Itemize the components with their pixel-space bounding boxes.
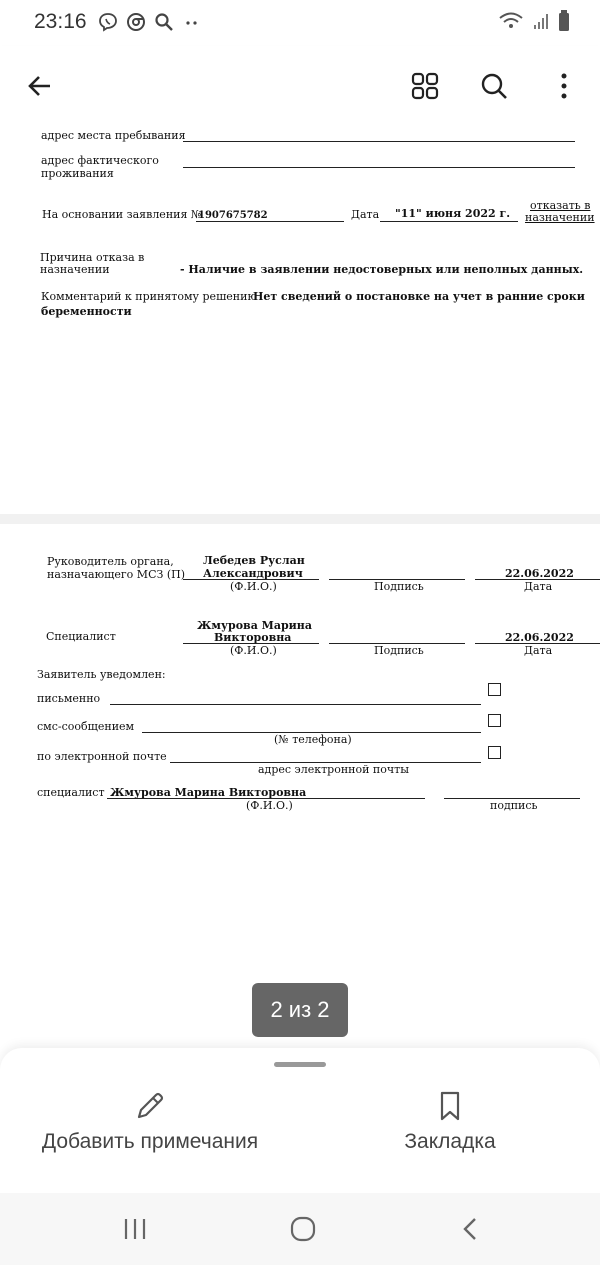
application-number-line [196, 221, 344, 222]
head-name-1: Лебедев Руслан [203, 554, 305, 567]
specialist-name-2: Викторовна [214, 631, 292, 644]
email-caption: адрес электронной почты [258, 763, 410, 776]
search-icon [154, 12, 174, 32]
refusal-reason-label-1: Причина отказа в [40, 251, 145, 264]
head-signature-caption: Подпись [374, 580, 424, 593]
written-line [110, 704, 481, 705]
arrow-left-icon [26, 72, 54, 100]
bottom-sheet-handle[interactable] [274, 1062, 326, 1067]
bookmark-button[interactable] [380, 1090, 520, 1154]
comment-value-1: Нет сведений о постановке на учет в ранние сроки [253, 290, 585, 303]
date-line [380, 221, 518, 222]
bookmark-label: Закладка [404, 1130, 496, 1153]
document-page-1 [0, 126, 600, 514]
specialist-label-2: специалист [37, 786, 105, 799]
chrome-icon [126, 12, 146, 32]
actual-address-line [183, 167, 575, 168]
specialist-signature-caption: Подпись [374, 644, 424, 657]
head-name-2: Александрович [203, 567, 303, 580]
back-chevron-icon [458, 1216, 484, 1242]
app-bar [0, 46, 600, 126]
head-date-caption: Дата [524, 580, 553, 593]
document-page-2 [0, 524, 600, 984]
notified-label: Заявитель уведомлен: [37, 668, 166, 681]
more-vert-icon [559, 72, 569, 100]
date-label: Дата [351, 208, 380, 221]
back-button[interactable] [20, 66, 60, 106]
signature-caption-2: подпись [490, 799, 538, 812]
specialist-full-name: Жмурова Марина Викторовна [110, 786, 307, 799]
more-options-button[interactable] [544, 66, 584, 106]
actual-address-label-1: адрес фактического [41, 154, 159, 167]
add-note-label: Добавить примечания [41, 1130, 259, 1153]
page-separator [0, 514, 600, 524]
specialist-full-name-fio-caption: (Ф.И.О.) [246, 799, 293, 812]
comment-value-2: беременности [41, 305, 132, 318]
application-number: 1907675782 [198, 210, 268, 221]
navigation-bar [0, 1193, 600, 1265]
decision-line-2: назначении [525, 211, 595, 224]
page-counter: 2 из 2 [252, 983, 348, 1037]
specialist-name-1: Жмурова Марина [197, 619, 312, 632]
add-note-button[interactable] [20, 1090, 280, 1154]
refusal-reason-value: - Наличие в заявлении недостоверных или неполных данных. [180, 263, 584, 276]
home-button[interactable] [283, 1213, 323, 1245]
head-date: 22.06.2022 [505, 567, 574, 580]
email-label: по электронной почте [37, 750, 167, 763]
viber-icon [98, 12, 118, 32]
specialist-date: 22.06.2022 [505, 631, 574, 644]
phone-caption: (№ телефона) [274, 733, 352, 746]
refusal-reason-label-2: назначении [40, 263, 110, 276]
wifi-icon [498, 11, 524, 31]
stay-address-label: адрес места пребывания [41, 129, 186, 142]
recents-icon [122, 1216, 148, 1242]
actual-address-label-2: проживания [41, 167, 114, 180]
pencil-icon [134, 1090, 166, 1122]
head-label-1: Руководитель органа, [47, 555, 174, 568]
email-checkbox[interactable] [488, 746, 501, 759]
home-icon [290, 1216, 316, 1242]
search-button[interactable] [474, 66, 514, 106]
comment-label: Комментарий к принятому решению [41, 290, 258, 303]
more-dots-icon [182, 12, 202, 32]
bookmark-icon [438, 1090, 462, 1122]
bottom-sheet [0, 1048, 600, 1193]
search-icon [480, 72, 508, 100]
nav-back-button[interactable] [451, 1213, 491, 1245]
specialist-fio-caption: (Ф.И.О.) [230, 644, 277, 657]
status-bar [0, 0, 600, 46]
specialist-label: Специалист [46, 630, 116, 643]
grid-view-button[interactable] [405, 66, 445, 106]
sms-label: смс-сообщением [37, 720, 135, 733]
sms-checkbox[interactable] [488, 714, 501, 727]
grid-view-icon [411, 72, 439, 100]
application-basis-label: На основании заявления № [42, 208, 202, 221]
head-fio-caption: (Ф.И.О.) [230, 580, 277, 593]
battery-icon [558, 10, 570, 32]
status-time: 23:16 [34, 10, 87, 33]
recents-button[interactable] [115, 1213, 155, 1245]
signal-icon [532, 11, 550, 31]
stay-address-line [183, 141, 575, 142]
date-value: "11" июня 2022 г. [395, 207, 511, 220]
specialist-date-caption: Дата [524, 644, 553, 657]
decision-line-1: отказать в [530, 199, 591, 212]
head-label-2: назначающего МСЗ (П) [47, 568, 186, 581]
written-label: письменно [37, 692, 101, 705]
written-checkbox[interactable] [488, 683, 501, 696]
